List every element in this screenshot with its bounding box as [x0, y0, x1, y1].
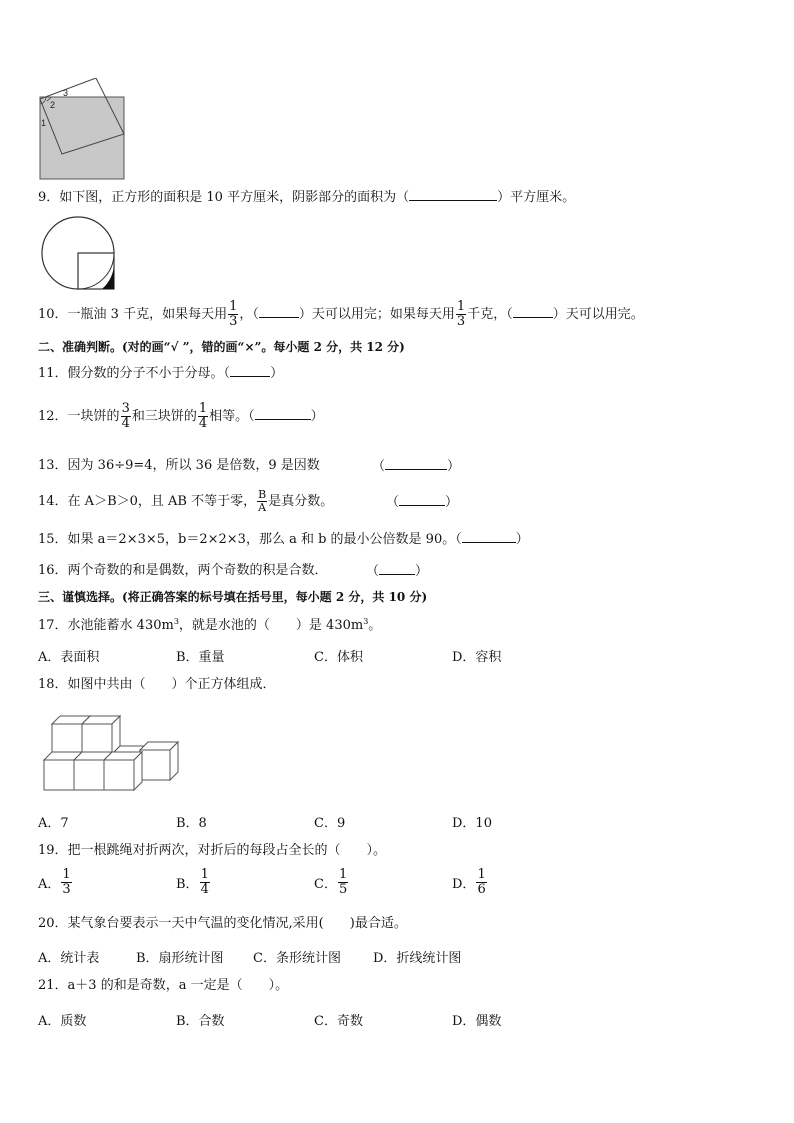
q9-number: 9． — [38, 190, 60, 205]
q20-option-d[interactable]: D．折线统计图 — [373, 951, 462, 966]
q13-answer-blank[interactable] — [385, 458, 447, 470]
q18-option-a[interactable]: A．7 — [38, 816, 69, 831]
question-12 — [38, 402, 324, 432]
q14-answer-blank[interactable] — [399, 494, 445, 506]
q11-text: 假分数的分子不小于分母。（ — [67, 366, 231, 381]
question-14 — [38, 487, 333, 517]
q19-option-a[interactable]: A． $\frac{1}{3}$ — [38, 867, 71, 897]
q20-option-b[interactable]: B．扇形统计图 — [136, 951, 224, 966]
question-21 — [38, 978, 288, 994]
q14-number: 14． — [38, 494, 68, 509]
q21-option-c[interactable]: C．奇数 — [314, 1014, 363, 1029]
question-11 — [38, 365, 283, 382]
question-16 — [38, 563, 328, 579]
q17-option-c[interactable]: C．体积 — [314, 650, 363, 665]
q11-close: ） — [270, 366, 284, 381]
angle-label-2: 2 — [50, 100, 56, 110]
q21-option-d[interactable]: D．偶数 — [452, 1014, 502, 1029]
q19-option-d[interactable]: D． $\frac{1}{6}$ — [452, 867, 486, 897]
q12-text-1: 一块饼的 — [67, 409, 120, 424]
angle-label-3: 3 — [63, 88, 69, 98]
q17-option-b[interactable]: B．重量 — [176, 650, 225, 665]
q16-answer-blank[interactable] — [379, 563, 415, 575]
cube-top-2 — [82, 716, 120, 754]
q14-fraction: $\frac{B}{A}$ — [258, 488, 267, 514]
q21-text: a＋3 的和是奇数，a 一定是（ ）。 — [67, 978, 289, 993]
q15-text: 如果 a＝2×3×5，b＝2×2×3，那么 a 和 b 的最小公倍数是 90。（ — [67, 532, 462, 547]
q9-text-end: ）平方厘米。 — [497, 190, 576, 205]
question-13 — [38, 458, 320, 474]
q21-option-b[interactable]: B．合数 — [176, 1014, 225, 1029]
q19-text: 把一根跳绳对折两次，对折后的每段占全长的（ ）。 — [67, 843, 387, 858]
q10-text-2: ，（ — [239, 307, 259, 322]
q9-text: 如下图，正方形的面积是 10 平方厘米，阴影部分的面积为（ — [59, 190, 410, 205]
q9-answer-blank[interactable] — [409, 189, 497, 201]
q21-option-a[interactable]: A．质数 — [38, 1014, 87, 1029]
q17-sup-1: 3 — [173, 617, 179, 626]
q18-option-b[interactable]: B．8 — [176, 816, 207, 831]
q20-option-a[interactable]: A．统计表 — [38, 951, 100, 966]
q19-number: 19． — [38, 843, 68, 858]
q16-number: 16． — [38, 563, 68, 578]
q10-text-5: ）天可以用完。 — [552, 307, 644, 322]
question-20 — [38, 916, 407, 932]
q12-number: 12． — [38, 409, 68, 424]
q12-text-3: 相等。（ — [209, 409, 255, 424]
angle-label-1: 1 — [41, 118, 47, 128]
q17-number: 17． — [38, 618, 68, 633]
q10-text-1: 一瓶油 3 千克，如果每天用 — [67, 307, 228, 322]
q10-text-4: 千克，（ — [467, 307, 513, 322]
rotated-squares-figure — [38, 78, 128, 182]
section-3-heading: 三、谨慎选择。(将正确答案的标号填在括号里，每小题 2 分，共 10 分) — [38, 590, 428, 604]
q13-number: 13． — [38, 458, 68, 473]
cube-bottom-3 — [104, 752, 142, 790]
q11-answer-blank[interactable] — [230, 365, 270, 377]
q10-blank-1[interactable] — [259, 306, 299, 318]
q12-text-2: 和三块饼的 — [131, 409, 197, 424]
q17-option-d[interactable]: D．容积 — [452, 650, 502, 665]
q13-answer: （ ） — [372, 459, 461, 474]
question-15 — [38, 531, 529, 548]
q11-number: 11． — [38, 366, 68, 381]
cube-back-2 — [140, 742, 178, 780]
q10-fraction-1: $\frac{1}{3}$ — [229, 299, 238, 329]
q15-close: ） — [515, 532, 529, 547]
q10-text-3: ）天可以用完；如果每天用 — [298, 307, 455, 322]
q18-option-d[interactable]: D．10 — [452, 816, 492, 831]
q21-number: 21． — [38, 978, 68, 993]
q18-number: 18． — [38, 677, 68, 692]
q17-text-2: ，就是水池的（ ）是 430m — [178, 618, 364, 633]
q16-text: 两个奇数的和是偶数，两个奇数的积是合数． — [67, 563, 328, 578]
q10-blank-2[interactable] — [513, 306, 553, 318]
question-19 — [38, 843, 386, 859]
q17-text-1: 水池能蓄水 430m — [67, 618, 174, 633]
question-10 — [38, 300, 644, 330]
section-2-heading: 二、准确判断。(对的画“√ ”，错的画“×”。每小题 2 分，共 12 分) — [38, 340, 405, 354]
question-9 — [38, 189, 575, 206]
q20-text: 某气象台要表示一天中气温的变化情况,采用( )最合适。 — [67, 916, 407, 931]
q17-text-3: 。 — [368, 618, 382, 633]
q20-option-c[interactable]: C．条形统计图 — [253, 951, 341, 966]
q16-answer: （ ） — [366, 564, 429, 579]
q12-answer-blank[interactable] — [255, 408, 311, 420]
q12-close: ） — [310, 409, 324, 424]
q19-option-c[interactable]: C． $\frac{1}{5}$ — [314, 867, 348, 897]
question-17 — [38, 614, 381, 634]
q13-text: 因为 36÷9=4，所以 36 是倍数，9 是因数 — [67, 458, 320, 473]
circle-square-figure — [40, 216, 120, 292]
q15-answer-blank[interactable] — [462, 531, 516, 543]
q10-fraction-2: $\frac{1}{3}$ — [456, 299, 466, 329]
q19-option-b[interactable]: B． $\frac{1}{4}$ — [176, 867, 209, 897]
q17-option-a[interactable]: A．表面积 — [38, 650, 100, 665]
q14-answer: （ ） — [386, 495, 459, 510]
question-18 — [38, 677, 276, 693]
q14-text: 在 A＞B＞0，且 AB 不等于零， — [67, 494, 257, 509]
q20-number: 20． — [38, 916, 68, 931]
q15-number: 15． — [38, 532, 68, 547]
cubes-figure — [40, 712, 185, 792]
q12-fraction-1: $\frac{3}{4}$ — [121, 401, 130, 431]
q14-text-2: 是真分数。 — [268, 494, 334, 509]
q18-option-c[interactable]: C．9 — [314, 816, 346, 831]
q10-number: 10． — [38, 307, 68, 322]
q17-sup-2: 3 — [363, 617, 369, 626]
q12-fraction-2: $\frac{1}{4}$ — [198, 401, 208, 431]
q18-text: 如图中共由（ ）个正方体组成． — [67, 677, 276, 692]
